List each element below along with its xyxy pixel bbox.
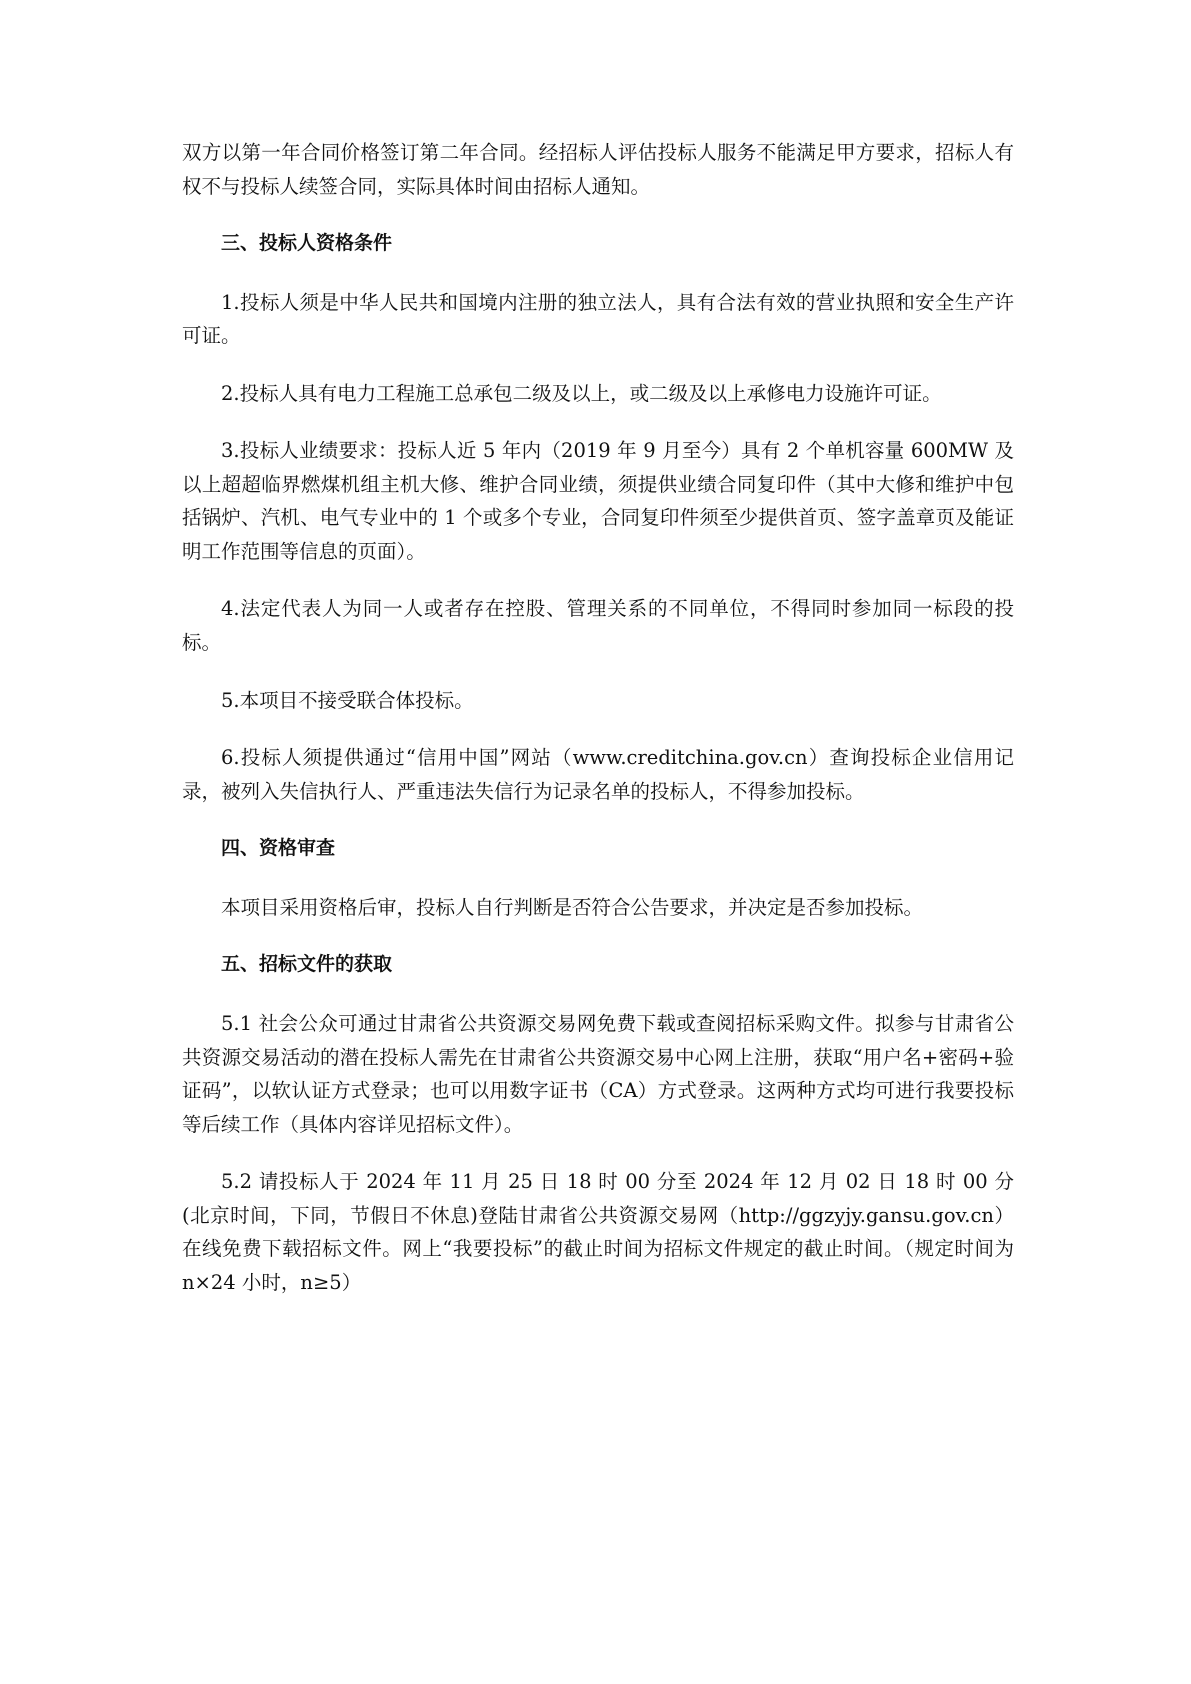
paragraph-obtain-5-1: 5.1 社会公众可通过甘肃省公共资源交易网免费下载或查阅招标采购文件。拟参与甘肃省公共资源交易活动的潜在投标人需先在甘肃省公共资源交易中心网上注册，获取“用户名+密码+验证码”，以软认证方式登录；也可以用数字证书（CA）方式登录。这两种方式均可进行我要投标等后续工作（具体内容详见招标文件）。 — [182, 1011, 1014, 1136]
paragraph-obtain-5-2: 5.2 请投标人于 2024 年 11 月 25 日 18 时 00 分至 2024 年 12 月 02 日 18 时 00 分(北京时间，下同，节假日不休息)登陆甘肃省公共资源交易网（http://ggzyjy.gansu.gov.cn）在线免费下载招标文件。网上“我要投标”的截止时间为招标文件规定的截止时间。（规定时间为 n×24 小时，n≥5） — [182, 1170, 1014, 1294]
document-body — [182, 136, 1014, 1323]
section-heading-obtain-documents: 五、招标文件的获取 — [221, 953, 393, 976]
paragraph-qualification-1: 1.投标人须是中华人民共和国境内注册的独立法人，具有合法有效的营业执照和安全生产许可证。 — [182, 290, 1014, 348]
section-heading-review: 四、资格审查 — [221, 837, 336, 860]
paragraph-contract-renewal: 双方以第一年合同价格签订第二年合同。经招标人评估投标人服务不能满足甲方要求，招标人有权不与投标人续签合同，实际具体时间由招标人通知。 — [182, 141, 1014, 198]
paragraph-qualification-4: 4.法定代表人为同一人或者存在控股、管理关系的不同单位，不得同时参加同一标段的投标。 — [182, 597, 1014, 654]
paragraph-qualification-2: 2.投标人具有电力工程施工总承包二级及以上，或二级及以上承修电力设施许可证。 — [221, 381, 942, 405]
section-heading-qualifications: 三、投标人资格条件 — [221, 232, 393, 255]
paragraph-review: 本项目采用资格后审，投标人自行判断是否符合公告要求，并决定是否参加投标。 — [221, 895, 924, 919]
paragraph-qualification-6: 6.投标人须提供通过“信用中国”网站（www.creditchina.gov.cn）查询投标企业信用记录，被列入失信执行人、严重违法失信行为记录名单的投标人，不得参加投标。 — [182, 746, 1014, 803]
paragraph-qualification-3: 3.投标人业绩要求：投标人近 5 年内（2019 年 9 月至今）具有 2 个单机容量 600MW 及以上超超临界燃煤机组主机大修、维护合同业绩，须提供业绩合同复印件（其中大修和维护中包括锅炉、汽机、电气专业中的 1 个或多个专业，合同复印件须至少提供首页、签字盖章页及能证明工作范围等信息的页面）。 — [182, 439, 1014, 563]
paragraph-qualification-5: 5.本项目不接受联合体投标。 — [221, 688, 474, 712]
